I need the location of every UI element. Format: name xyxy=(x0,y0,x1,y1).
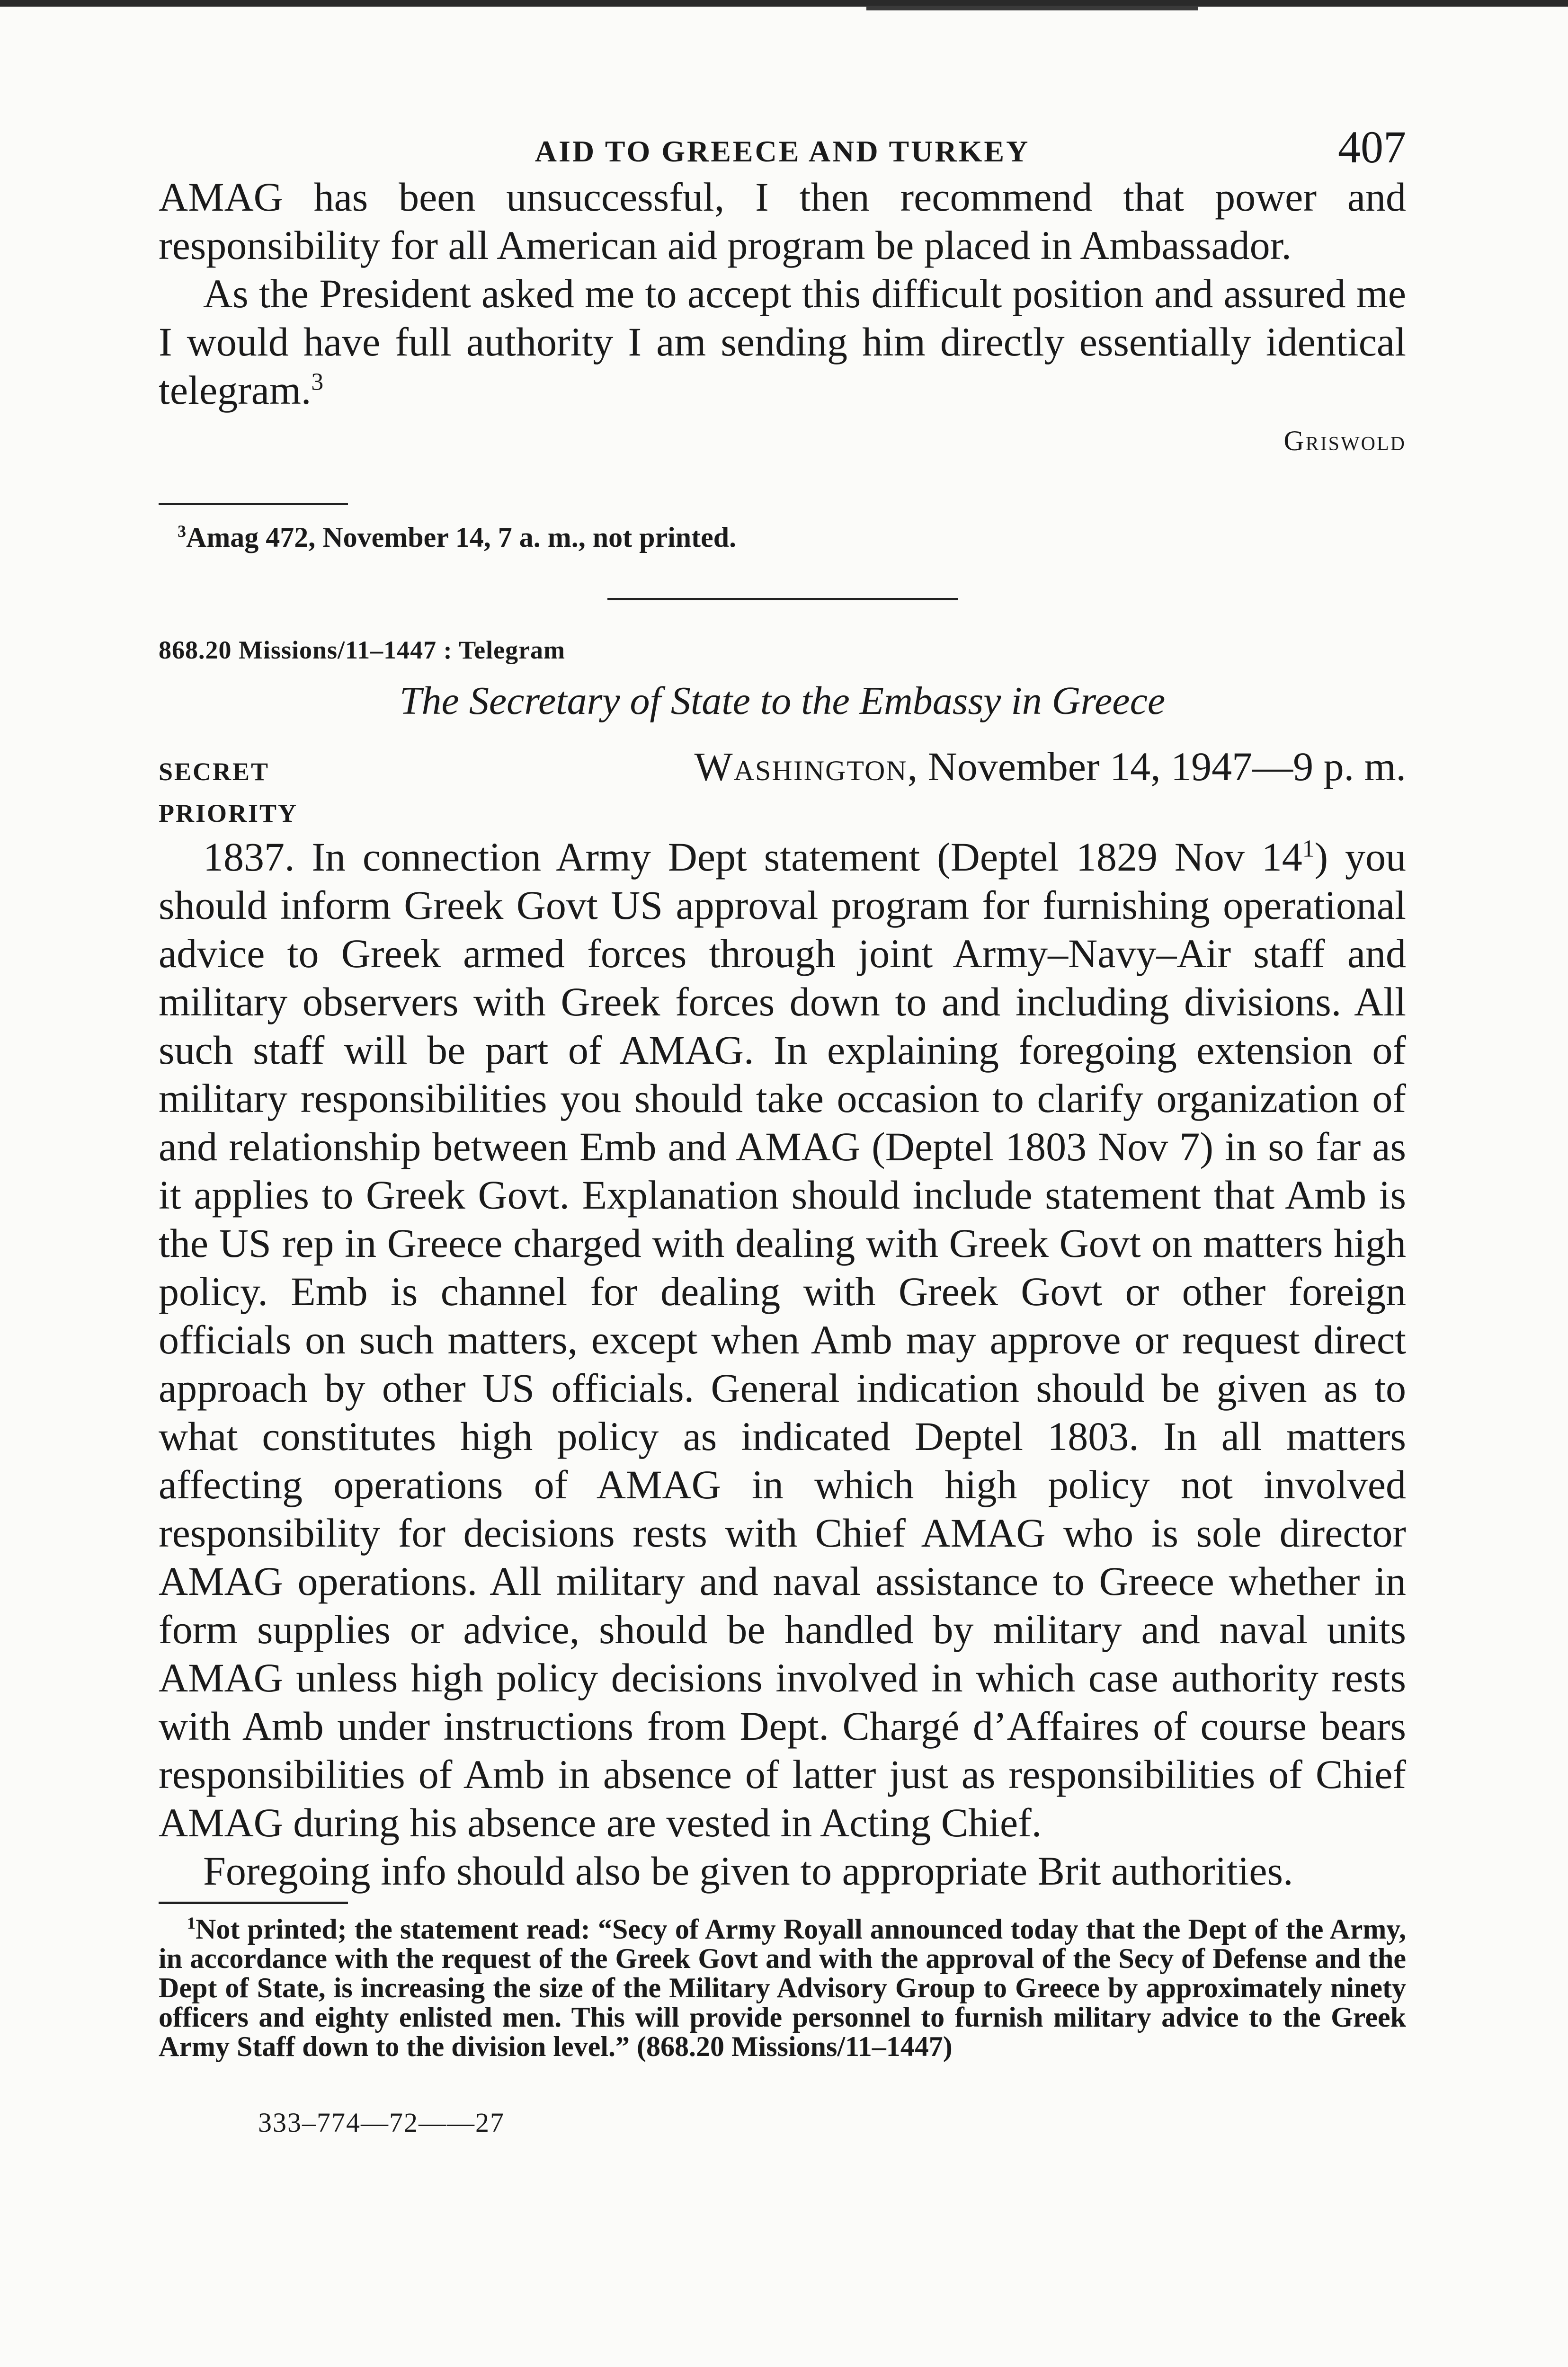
opening-section xyxy=(159,173,1406,414)
precedence-label: PRIORITY xyxy=(159,799,298,828)
page xyxy=(159,121,1406,2138)
dateline-date: , November 14, 1947—9 p. m. xyxy=(907,744,1406,789)
footnote-rule xyxy=(159,1902,348,1904)
footnote-ref-1: 1 xyxy=(1302,835,1315,863)
signature-griswold: Griswold xyxy=(1283,425,1406,456)
classification-label: SECRET xyxy=(159,757,270,786)
telegram-body-rest: ) you should inform Greek Govt US approval program for furnishing operational advice to Greek armed forces through joint Army–Navy–Air staff and military observers with Greek forces down to and including divisions. All such staff will be part of AMAG. In explaining foregoing extension of military responsibilities you should take occasion to clarify organization of and relationship between Emb and AMAG (Deptel 1803 Nov 7) in so far as it applies to Greek Govt. Explanation should include statement that Amb is the US rep in Greece charged with dealing with Greek Govt on matters high policy. Emb is channel for dealing with Greek Govt or other foreign officials on such matters, except when Amb may approve or request direct approach by other US officials. General indication should be given as to what constitutes high policy as indicated Deptel 1803. In all matters affecting operations of AMAG in which high policy not involved responsibility for decisions rests with Chief AMAG who is sole director AMAG operations. All military and naval assistance to Greece whether in form supplies or advice, should be handled by military and naval units AMAG unless high policy decisions involved in which case authority rests with Amb under instructions from Dept. Chargé d’Affaires of course bears responsibilities of Amb in absence of latter just as responsibilities of Chief AMAG during his absence are vested in Acting Chief. xyxy=(159,834,1406,1845)
telegram-header xyxy=(159,743,1406,833)
page-number: 407 xyxy=(1338,122,1406,172)
continued-paragraph: AMAG has been unsuccessful, I then recommend that power and responsibility for all American aid program be placed in Ambassador. xyxy=(159,174,1406,268)
telegram-closing-paragraph: Foregoing info should also be given to appropriate Brit authorities. xyxy=(203,1848,1293,1894)
printer-code: 333–774—72——27 xyxy=(258,2107,505,2138)
closing-paragraph-text: As the President asked me to accept this difficult position and assured me I would have full authority I am sending him directly essentially identical telegram. xyxy=(159,271,1406,413)
document-title: The Secretary of State to the Embassy in Greece xyxy=(399,679,1166,723)
footnote-1-marker: 1 xyxy=(187,1913,196,1932)
document-file-id: 868.20 Missions/11–1447 : Telegram xyxy=(159,636,566,664)
telegram-body-start: 1837. In connection Army Dept statement (Deptel 1829 Nov 14 xyxy=(203,834,1302,880)
footnote-3-marker: 3 xyxy=(178,522,186,541)
dateline-place: Washington xyxy=(694,744,908,789)
running-head xyxy=(159,121,1406,173)
top-border-stub xyxy=(866,6,1198,10)
telegram-main-paragraph xyxy=(159,833,1406,1847)
telegram-body xyxy=(159,833,1406,1895)
footnote-rule xyxy=(159,503,348,505)
section-divider xyxy=(607,598,958,600)
footnote-ref-3: 3 xyxy=(311,368,324,396)
running-head-title: AID TO GREECE AND TURKEY xyxy=(535,134,1030,168)
closing-paragraph xyxy=(159,269,1406,414)
footnote-3-text: Amag 472, November 14, 7 a. m., not printed. xyxy=(186,522,737,553)
footnote-3 xyxy=(159,522,1406,552)
footnote-1-text: Not printed; the statement read: “Secy of Army Royall announced today that the Dept of the Army, in accordance with the request of the Greek Govt and with the approval of the Secy of Defense and the Dept of State, is increasing the size of the Military Advisory Group to Greece by approximately ninety officers and eighty enlisted men. This will provide personnel to furnish military advice to the Greek Army Staff down to the division level.” (868.20 Missions/11–1447) xyxy=(159,1913,1406,2062)
dateline xyxy=(695,743,1406,790)
top-border-rule xyxy=(0,0,1568,7)
footnote-1 xyxy=(159,1914,1406,2061)
